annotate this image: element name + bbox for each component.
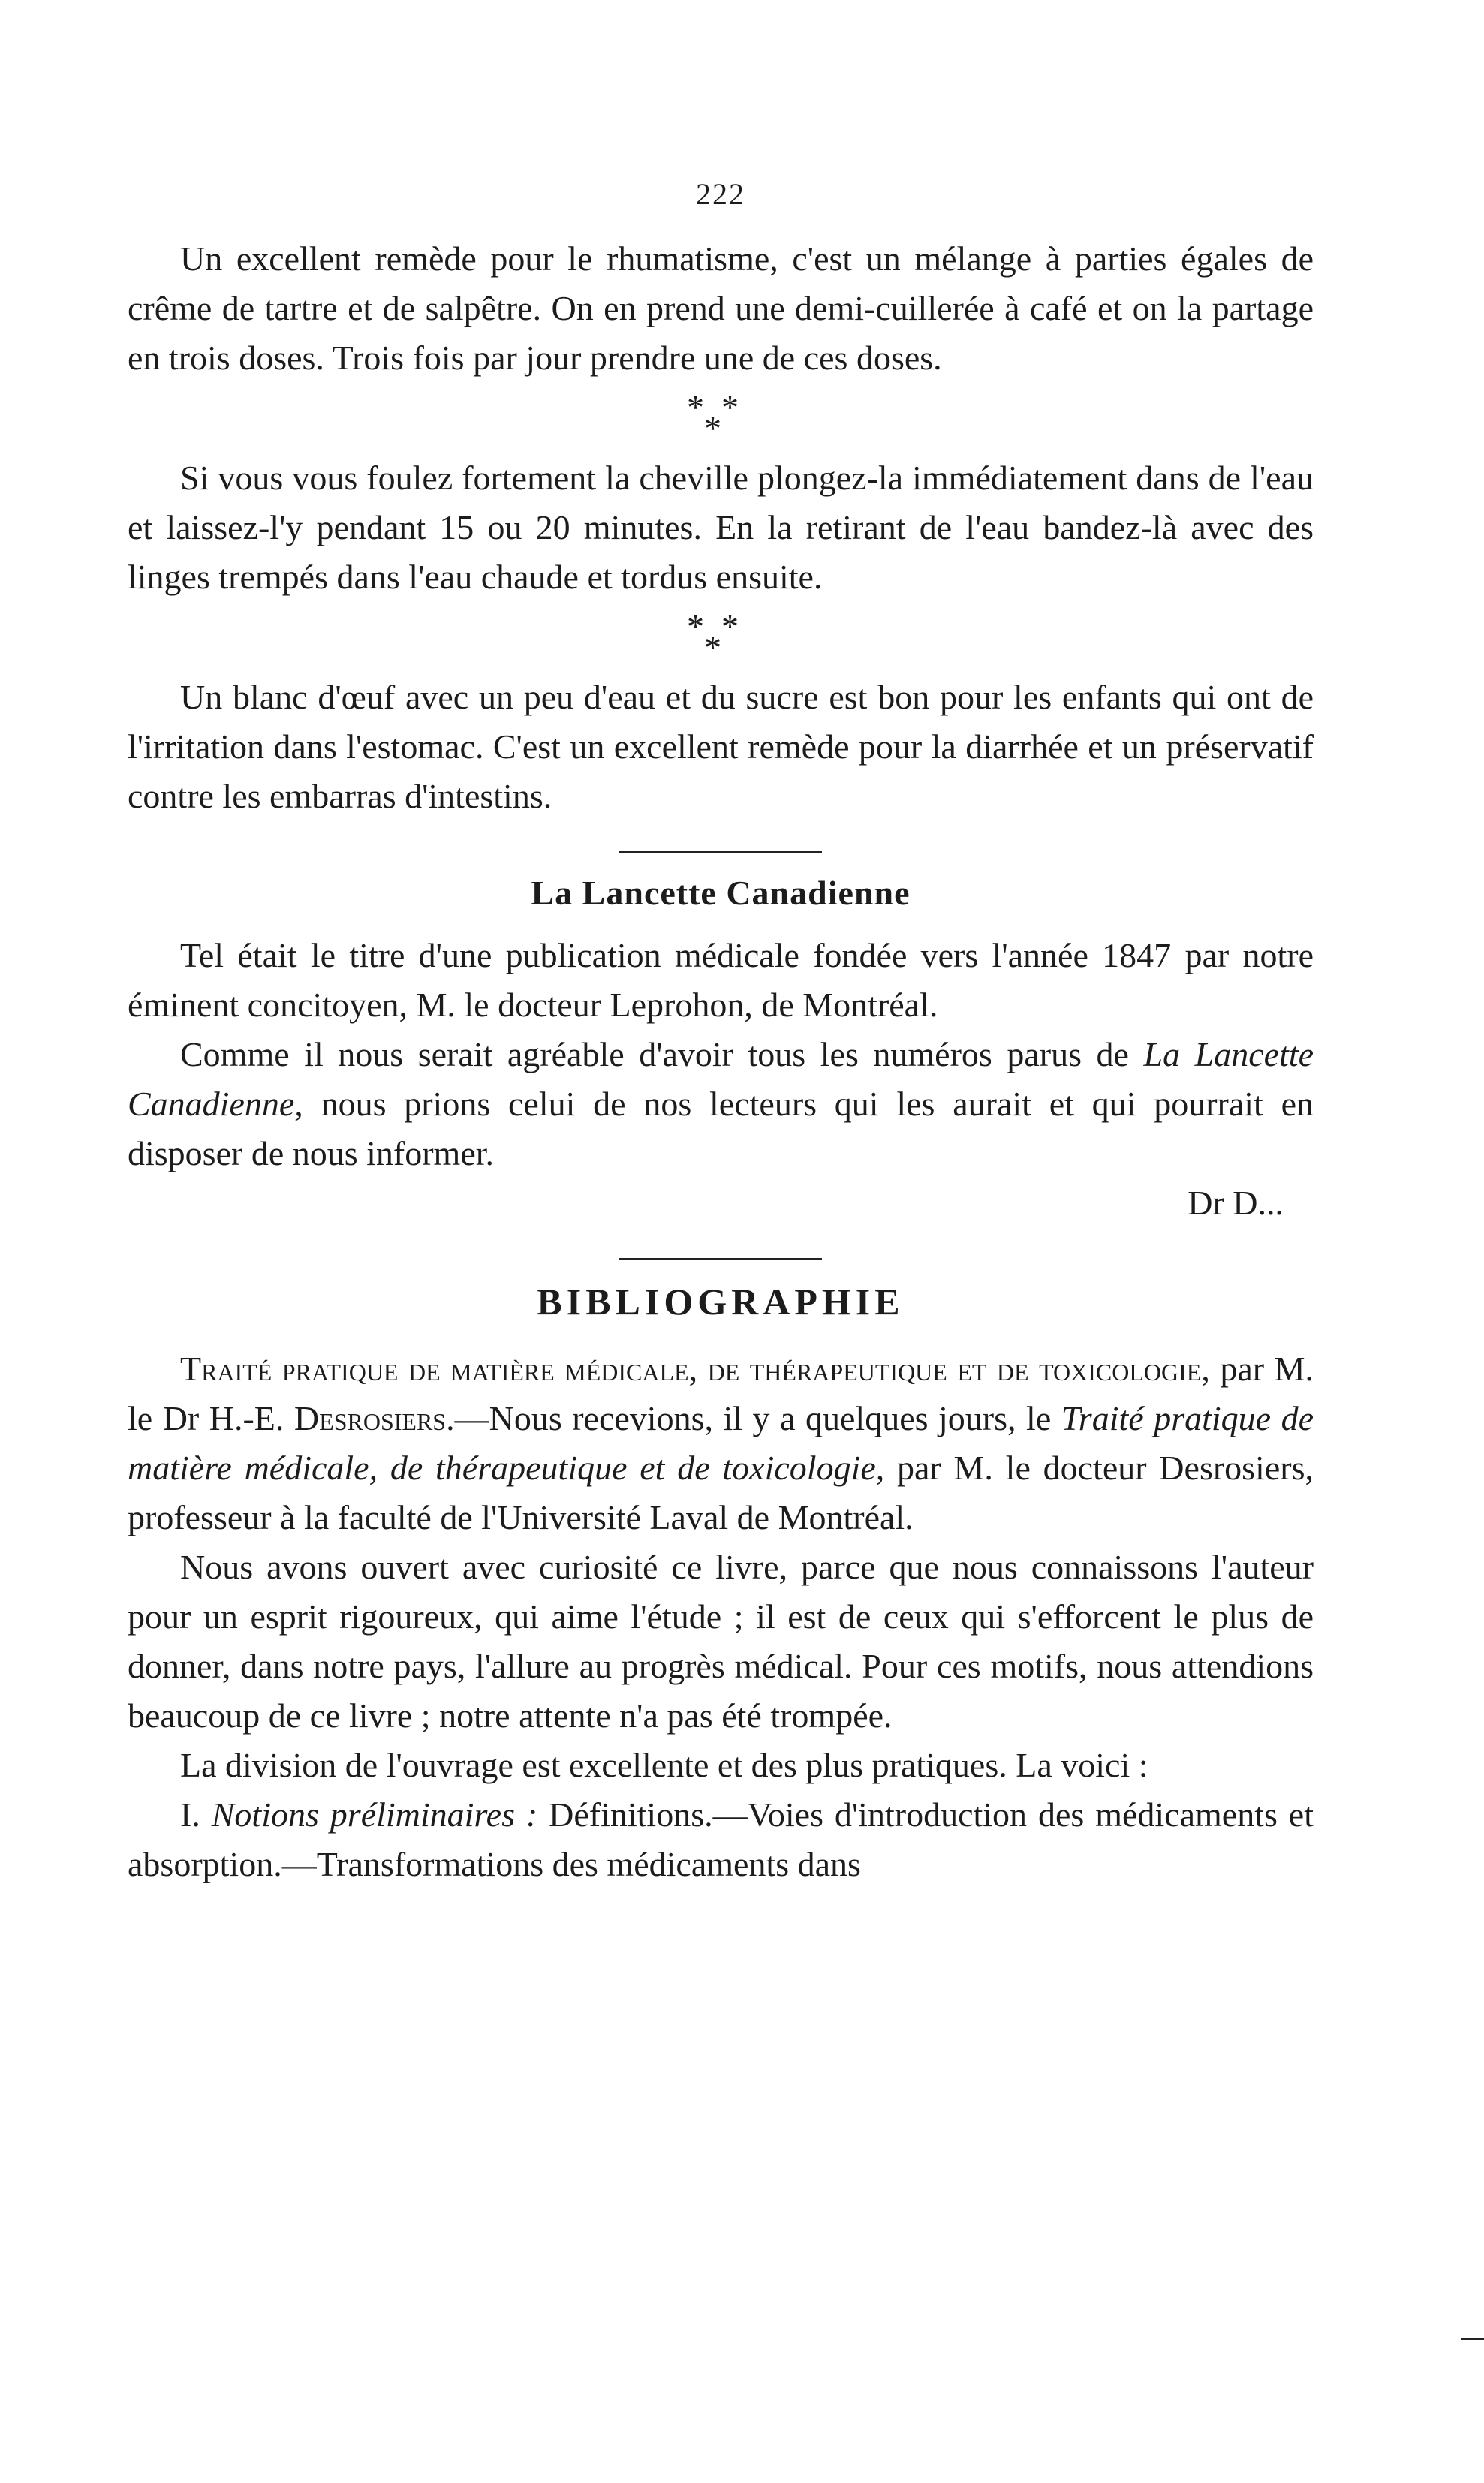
section-heading-bibliographie: BIBLIOGRAPHIE — [537, 1281, 905, 1323]
text-run: par M. le docteur Desrosiers, professeur à la faculté de l'Université Laval de Montréal. — [128, 1449, 1314, 1536]
paragraph-biblio-item-1 — [128, 1790, 1314, 1889]
text-run: par M. le Dr H.-E. — [128, 1350, 1314, 1437]
asterisk: * — [687, 607, 704, 646]
paragraph-biblio-3: La division de l'ouvrage est excellente et des plus pratiques. La voici : — [180, 1746, 1148, 1784]
book-title: Traité pratique de matière médicale, de thérapeutique et de toxicologie, — [180, 1350, 1210, 1388]
asterism-2 — [687, 607, 754, 667]
asterisk: * — [721, 607, 739, 646]
asterisk: * — [704, 628, 721, 667]
journal-title: La Lancette Canadienne, — [128, 1035, 1314, 1123]
text-run: Définitions.—Voies d'introduction des médicaments et absorption.—Transformations des médicaments dans — [128, 1795, 1314, 1883]
section-divider — [619, 851, 822, 853]
paragraph-blanc-oeuf: Un blanc d'œuf avec un peu d'eau et du sucre est bon pour les enfants qui ont de l'irritation dans l'estomac. C'est un excellent remède pour la diarrhée et un préservatif contre les embarras d'intestins. — [128, 678, 1314, 815]
paragraph-rhumatisme: Un excellent remède pour le rhumatisme, c'est un mélange à parties égales de crême de tartre et de salpêtre. On en prend une demi-cuillerée à café et on la partage en trois doses. Trois fois par jour prendre une de ces doses. — [128, 239, 1314, 377]
paragraph-cheville: Si vous vous foulez fortement la cheville plongez-la immédiatement dans de l'eau et laissez-l'y pendant 15 ou 20 minutes. En la retirant de l'eau bandez-là avec des linges trempés dans l'eau chaude et tordus ensuite. — [128, 459, 1314, 596]
signature: Dr D... — [1188, 1184, 1284, 1222]
paragraph-lancette-1: Tel était le titre d'une publication médicale fondée vers l'année 1847 par notre éminent concitoyen, M. le docteur Leprohon, de Montréal. — [128, 936, 1314, 1024]
asterism-1 — [687, 388, 754, 447]
item-number: I. — [180, 1795, 212, 1834]
paragraph-biblio-2: Nous avons ouvert avec curiosité ce livre, parce que nous connaissons l'auteur pour un esprit rigoureux, qui aime l'étude ; il est de ceux qui s'efforcent le plus de donner, dans notre pays, l'allure au progrès médical. Pour ces motifs, nous attendions beaucoup de ce livre ; notre attente n'a pas été trompée. — [128, 1548, 1314, 1735]
text-run: nous prions celui de nos lecteurs qui les aurait et qui pourrait en disposer de nous informer. — [128, 1085, 1314, 1172]
asterisk: * — [687, 388, 704, 426]
section-divider — [619, 1258, 822, 1260]
page-number: 222 — [696, 177, 745, 211]
text-run: Comme il nous serait agréable d'avoir tous les numéros parus de — [180, 1035, 1144, 1073]
edge-mark — [1461, 2338, 1484, 2340]
asterisk: * — [721, 388, 739, 426]
page-content — [128, 176, 1314, 1889]
author-name: Desrosiers — [293, 1399, 447, 1437]
text-run: .—Nous recevions, il y a quelques jours, le — [446, 1399, 1061, 1437]
asterisk: * — [704, 409, 721, 447]
book-title-italic: Traité pratique de matière médicale, de thérapeutique et de toxicologie, — [128, 1399, 1314, 1487]
paragraph-lancette-2 — [128, 1030, 1314, 1178]
section-heading-lancette: La Lancette Canadienne — [531, 874, 911, 912]
paragraph-biblio-1 — [128, 1344, 1314, 1542]
item-title: Notions préliminaires : — [211, 1795, 538, 1834]
